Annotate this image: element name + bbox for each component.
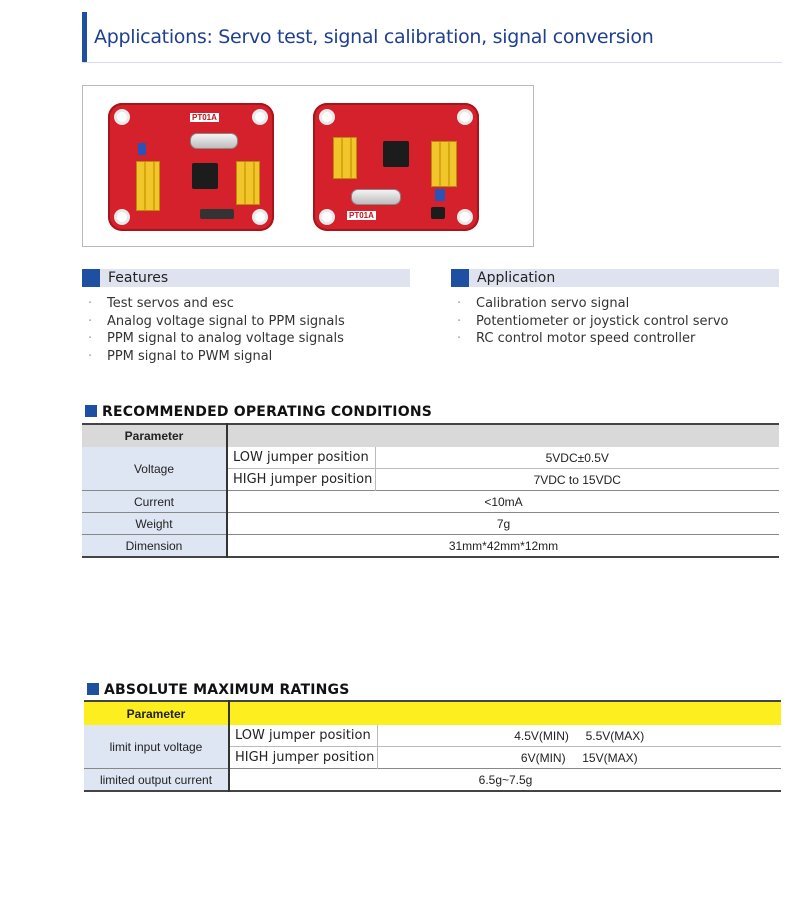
weight-value: 7g xyxy=(496,516,511,531)
pcb-board-front xyxy=(108,103,274,231)
product-photo xyxy=(82,85,534,247)
microcontroller-chip xyxy=(383,141,409,167)
weight-label: Weight xyxy=(82,513,227,535)
voltage-label: Voltage xyxy=(82,447,227,491)
features-list xyxy=(82,295,412,365)
crystal-oscillator xyxy=(190,133,238,149)
high-jumper-label: HIGH jumper position xyxy=(229,747,377,769)
low-jumper-value: 4.5V(MIN) 5.5V(MAX) xyxy=(514,728,645,743)
list-item: · RC control motor speed controller xyxy=(457,331,696,346)
regulator-chip xyxy=(431,207,445,219)
section-square-icon xyxy=(85,405,97,417)
list-item: · Potentiometer or joystick control servo xyxy=(457,313,729,329)
page-title: Applications: Servo test, signal calibration, signal conversion xyxy=(94,26,654,48)
jumper-cap xyxy=(138,143,146,155)
application-heading: Application xyxy=(477,270,556,286)
title-accent-bar xyxy=(82,12,87,62)
low-jumper-label: LOW jumper position xyxy=(227,447,375,469)
list-item: · PPM signal to PWM signal xyxy=(88,348,273,364)
parameter-header: Parameter xyxy=(84,701,229,725)
pcb-model-label: PT01A xyxy=(349,211,374,220)
limited-output-current-label: limited output current xyxy=(84,769,229,792)
dimension-label: Dimension xyxy=(82,535,227,558)
section-square-icon xyxy=(87,683,99,695)
limited-output-current-value: 6.5g~7.5g xyxy=(478,772,533,787)
list-item: · Analog voltage signal to PPM signals xyxy=(88,313,345,329)
list-item: · Test servos and esc xyxy=(88,296,234,311)
absolute-table-title: ABSOLUTE MAXIMUM RATINGS xyxy=(87,682,350,698)
pin-header xyxy=(333,137,357,179)
crystal-oscillator xyxy=(351,189,401,205)
pin-header xyxy=(136,161,160,211)
list-item: · Calibration servo signal xyxy=(457,296,630,311)
pcb-board-back xyxy=(313,103,479,231)
features-heading-bar xyxy=(82,269,410,287)
recommended-table-title: RECOMMENDED OPERATING CONDITIONS xyxy=(85,404,432,420)
pin-header xyxy=(431,141,457,187)
low-jumper-value: 5VDC±0.5V xyxy=(545,450,609,465)
connector xyxy=(200,209,234,219)
parameter-header: Parameter xyxy=(82,424,227,447)
pcb-model-label: PT01A xyxy=(192,113,217,122)
high-jumper-value: 6V(MIN) 15V(MAX) xyxy=(520,750,638,765)
low-jumper-label: LOW jumper position xyxy=(229,725,377,747)
features-heading: Features xyxy=(108,270,169,286)
high-jumper-value: 7VDC to 15VDC xyxy=(533,472,621,487)
application-square-icon xyxy=(451,269,469,287)
current-label: Current xyxy=(82,491,227,513)
application-heading-bar xyxy=(451,269,779,287)
dimension-value: 31mm*42mm*12mm xyxy=(448,538,559,553)
features-square-icon xyxy=(82,269,100,287)
recommended-conditions-table xyxy=(82,423,779,558)
current-value: <10mA xyxy=(484,494,523,509)
high-jumper-label: HIGH jumper position xyxy=(227,469,375,491)
microcontroller-chip xyxy=(192,163,218,189)
application-list xyxy=(451,295,781,348)
pin-header xyxy=(236,161,260,205)
list-item: · PPM signal to analog voltage signals xyxy=(88,331,344,346)
jumper-cap xyxy=(435,189,445,201)
absolute-ratings-table xyxy=(84,700,781,792)
title-divider xyxy=(82,62,782,63)
limit-input-voltage-label: limit input voltage xyxy=(84,725,229,769)
